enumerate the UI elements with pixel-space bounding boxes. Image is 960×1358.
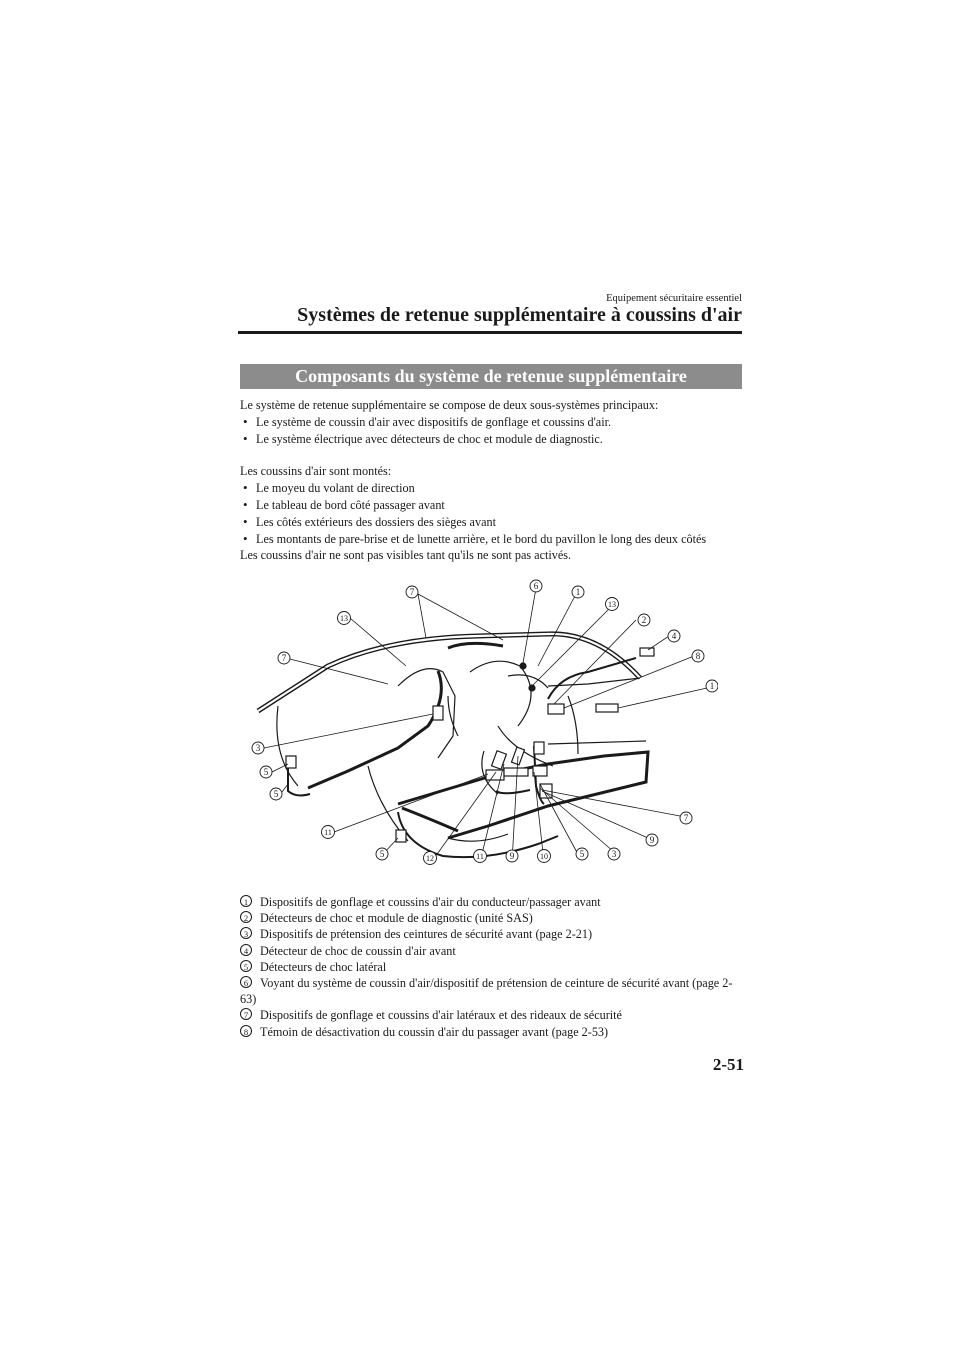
list-item-text: Le tableau de bord côté passager avant <box>256 497 445 512</box>
legend-item <box>240 1024 742 1040</box>
legend-text: Détecteurs de choc et module de diagnostic (unité SAS) <box>260 911 533 926</box>
legend-number: 6 <box>240 976 252 988</box>
bullet-icon: • <box>243 496 248 512</box>
legend-text: Détecteurs de choc latéral <box>260 959 387 974</box>
body-text <box>240 397 742 564</box>
bullet-icon: • <box>243 430 248 446</box>
intro-text: Le système de retenue supplémentaire se compose de deux sous-systèmes principaux: <box>240 398 659 412</box>
callout-label: 9 <box>509 851 515 861</box>
page-number: 2-51 <box>712 1055 744 1074</box>
list-item-text: Le système électrique avec détecteurs de choc et module de diagnostic. <box>256 431 603 446</box>
callout-label: 13 <box>608 600 616 609</box>
header-rule <box>238 331 742 334</box>
legend-number: 1 <box>240 895 252 907</box>
callout-label: 13 <box>340 614 348 623</box>
legend-item <box>240 910 742 926</box>
components <box>286 648 654 842</box>
legend-item <box>240 926 742 942</box>
callout-label: 6 <box>533 581 539 591</box>
callout-label: 3 <box>611 849 617 859</box>
legend-item <box>240 943 742 959</box>
callout-label: 7 <box>281 653 287 663</box>
mounted-list <box>240 480 742 547</box>
legend-number: 7 <box>240 1008 252 1020</box>
legend-number: 8 <box>240 1025 252 1037</box>
callout-label: 1 <box>709 681 715 691</box>
callout-label: 2 <box>641 615 647 625</box>
legend-item <box>240 894 742 910</box>
list-item-text: Le système de coussin d'air avec dispositifs de gonflage et coussins d'air. <box>256 414 612 429</box>
legend-text: Voyant du système de coussin d'air/dispositif de prétension de ceinture de sécurité avant (page 2-63) <box>240 976 733 1007</box>
callout-label: 3 <box>255 743 261 753</box>
legend-number: 3 <box>240 927 252 939</box>
legend-text: Dispositifs de prétension des ceintures de sécurité avant (page 2-21) <box>260 927 593 942</box>
callout-label: 11 <box>324 828 332 837</box>
legend-item <box>240 975 742 1007</box>
legend-item <box>240 1007 742 1023</box>
bullet-icon: • <box>243 530 248 546</box>
component-legend <box>240 894 742 1040</box>
leader-lines <box>264 588 716 864</box>
spacer <box>240 447 742 463</box>
list-item <box>240 514 742 531</box>
mounted-intro: Les coussins d'air sont montés: <box>240 464 392 479</box>
callout-label: 1 <box>575 587 581 597</box>
callout-label: 8 <box>695 651 701 661</box>
callout-label: 5 <box>273 789 279 799</box>
list-item-text: Le moyeu du volant de direction <box>256 481 415 496</box>
legend-text: Dispositifs de gonflage et coussins d'air du conducteur/passager avant <box>260 895 601 909</box>
list-item <box>240 497 742 514</box>
callout-label: 5 <box>579 849 585 859</box>
callout-label: 7 <box>683 813 689 823</box>
legend-number: 4 <box>240 944 252 956</box>
list-item-text: Les montants de pare-brise et de lunette arrière, et le bord du pavillon le long des deux côtés <box>256 531 707 546</box>
list-item <box>240 431 742 448</box>
legend-item <box>240 959 742 975</box>
list-item <box>240 480 742 497</box>
intro-list <box>240 414 742 448</box>
callout-label: 5 <box>263 767 269 777</box>
callout-label: 4 <box>671 631 677 641</box>
bullet-icon: • <box>243 513 248 529</box>
callout-label: 7 <box>409 587 415 597</box>
legend-text: Détecteur de choc de coussin d'air avant <box>260 943 456 958</box>
callout-label: 11 <box>476 852 484 861</box>
callout-label: 9 <box>649 835 655 845</box>
airbag-system-diagram <box>248 576 718 866</box>
callout-label: 5 <box>379 849 385 859</box>
list-item-text: Les côtés extérieurs des dossiers des sièges avant <box>256 514 496 529</box>
section-banner: Composants du système de retenue supplémentaire <box>240 364 742 389</box>
not-visible-text: Les coussins d'air ne sont pas visibles tant qu'ils ne sont pas activés. <box>240 548 572 563</box>
legend-text: Dispositifs de gonflage et coussins d'air latéraux et des rideaux de sécurité <box>260 1008 622 1023</box>
callout-label: 12 <box>426 854 434 863</box>
list-item <box>240 414 742 431</box>
bullet-icon: • <box>243 413 248 429</box>
legend-text: Témoin de désactivation du coussin d'air du passager avant (page 2-53) <box>260 1024 609 1039</box>
section-label: Equipement sécuritaire essentiel <box>606 293 742 304</box>
page-title: Systèmes de retenue supplémentaire à coussins d'air <box>297 304 742 326</box>
callout-markers <box>252 580 718 865</box>
legend-number: 5 <box>240 960 252 972</box>
callout-label: 10 <box>540 852 548 861</box>
bullet-icon: • <box>243 480 248 496</box>
list-item <box>240 531 742 548</box>
legend-number: 2 <box>240 911 252 923</box>
